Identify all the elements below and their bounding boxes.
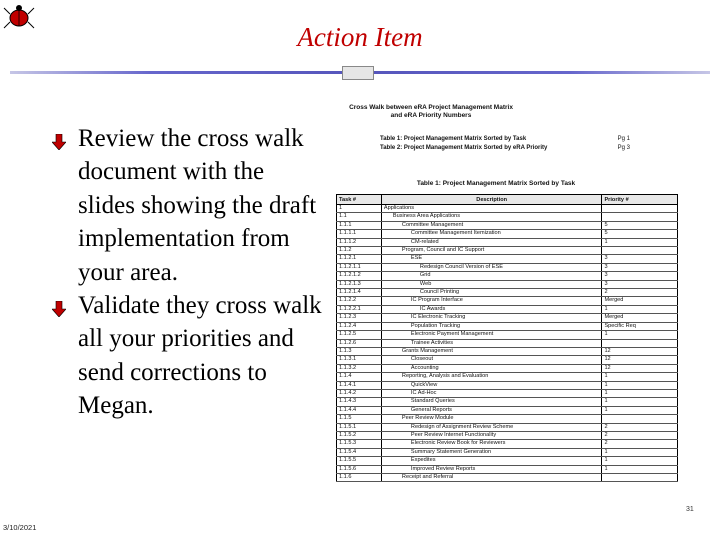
table-row xyxy=(337,314,678,322)
priority-cell: 5 xyxy=(602,221,678,229)
bullet-text: Validate they cross walk all your priorities and send corrections to Megan. xyxy=(78,292,322,420)
priority-cell: Specific Req xyxy=(602,322,678,330)
task-cell: 1.1.3 xyxy=(337,347,382,355)
description-cell: IC Program Interface xyxy=(381,297,602,305)
table-row xyxy=(337,389,678,397)
priority-cell: 1 xyxy=(602,406,678,414)
priority-cell xyxy=(602,415,678,423)
priority-cell: 1 xyxy=(602,398,678,406)
description-cell: Grid xyxy=(381,272,602,280)
table-row xyxy=(337,230,678,238)
task-cell: 1.1.4.1 xyxy=(337,381,382,389)
task-cell: 1.1.1.2 xyxy=(337,238,382,246)
priority-cell: 2 xyxy=(602,289,678,297)
task-cell: 1.1.4.3 xyxy=(337,398,382,406)
table-row xyxy=(337,297,678,305)
description-cell: Improved Review Reports xyxy=(381,465,602,473)
column-header: Task # xyxy=(337,195,382,205)
priority-cell: 1 xyxy=(602,448,678,456)
toc-entry xyxy=(380,136,630,142)
priority-cell: 3 xyxy=(602,263,678,271)
task-cell: 1.1.4 xyxy=(337,373,382,381)
priority-cell xyxy=(602,247,678,255)
slide-title: Action Item xyxy=(297,22,423,52)
task-cell: 1.1.2.1.2 xyxy=(337,272,382,280)
description-cell: Trainee Activities xyxy=(381,339,602,347)
priority-cell: 2 xyxy=(602,423,678,431)
table-row xyxy=(337,272,678,280)
task-cell: 1.1.2.1.1 xyxy=(337,263,382,271)
description-cell: Electronic Payment Management xyxy=(381,331,602,339)
bullet-item xyxy=(52,289,324,423)
task-cell: 1.1.5.2 xyxy=(337,431,382,439)
priority-cell: 5 xyxy=(602,230,678,238)
table-row xyxy=(337,381,678,389)
priority-cell: 1 xyxy=(602,381,678,389)
task-cell: 1.1 xyxy=(337,213,382,221)
toc-entry xyxy=(380,145,630,151)
table-row xyxy=(337,263,678,271)
priority-cell: Merged xyxy=(602,314,678,322)
priority-cell: 3 xyxy=(602,272,678,280)
description-cell: Summary Statement Generation xyxy=(381,448,602,456)
document-heading: Cross Walk between eRA Project Management Matrix xyxy=(349,104,513,111)
priority-cell: 12 xyxy=(602,364,678,372)
table-row xyxy=(337,221,678,229)
description-cell: Committee Management xyxy=(381,221,602,229)
priority-cell: 3 xyxy=(602,280,678,288)
divider-badge-icon xyxy=(342,66,374,80)
description-cell: QuickView xyxy=(381,381,602,389)
task-cell: 1.1.2.3 xyxy=(337,314,382,322)
description-cell: Population Tracking xyxy=(381,322,602,330)
table-row xyxy=(337,448,678,456)
task-cell: 1.1.2.1.4 xyxy=(337,289,382,297)
table-row xyxy=(337,205,678,213)
priority-cell: 1 xyxy=(602,331,678,339)
description-cell: Program, Council and IC Support xyxy=(381,247,602,255)
arrow-bullet-icon xyxy=(52,301,66,317)
description-cell: Accounting xyxy=(381,364,602,372)
task-cell: 1.1.5 xyxy=(337,415,382,423)
task-cell: 1.1.1.1 xyxy=(337,230,382,238)
table-caption: Table 1: Project Management Matrix Sorted by Task xyxy=(416,180,576,187)
table-row xyxy=(337,280,678,288)
table-row xyxy=(337,415,678,423)
description-cell: IC Electronic Tracking xyxy=(381,314,602,322)
table-header-row xyxy=(337,195,678,205)
table-row xyxy=(337,364,678,372)
slide-date: 3/10/2021 xyxy=(3,523,37,532)
description-cell: Business Area Applications xyxy=(381,213,602,221)
toc-page: Pg 3 xyxy=(617,145,630,151)
task-cell: 1.1.2 xyxy=(337,247,382,255)
table-body xyxy=(337,205,678,482)
task-cell: 1.1.2.1 xyxy=(337,255,382,263)
table-row xyxy=(337,339,678,347)
description-cell: Peer Review Module xyxy=(381,415,602,423)
table-row xyxy=(337,431,678,439)
table-row xyxy=(337,247,678,255)
description-cell: Electronic Review Book for Reviewers xyxy=(381,440,602,448)
column-header: Priority # xyxy=(602,195,678,205)
task-cell: 1.1.5.5 xyxy=(337,457,382,465)
toc-page: Pg 1 xyxy=(617,136,630,142)
column-header: Description xyxy=(381,195,602,205)
description-cell: IC Ad-Hoc xyxy=(381,389,602,397)
arrow-bullet-icon xyxy=(52,134,66,150)
bullet-list xyxy=(52,122,324,423)
description-cell: Committee Management Itemization xyxy=(381,230,602,238)
description-cell: Standard Queries xyxy=(381,398,602,406)
priority-cell: 1 xyxy=(602,373,678,381)
description-cell: Grants Management xyxy=(381,347,602,355)
description-cell: Closeout xyxy=(381,356,602,364)
description-cell: Peer Review Internet Functionality xyxy=(381,431,602,439)
task-cell: 1.1.2.4 xyxy=(337,322,382,330)
priority-cell: 12 xyxy=(602,347,678,355)
toc-label: Table 2: Project Management Matrix Sorted by eRA Priority xyxy=(380,145,548,151)
task-cell: 1.1.2.2 xyxy=(337,297,382,305)
priority-cell: 2 xyxy=(602,440,678,448)
description-cell: IC Awards xyxy=(381,305,602,313)
task-cell: 1.1.5.4 xyxy=(337,448,382,456)
description-cell: Web xyxy=(381,280,602,288)
bullet-text: Review the cross walk document with the slides showing the draft implementation from your area. xyxy=(78,125,317,286)
table-row xyxy=(337,356,678,364)
table-row xyxy=(337,238,678,246)
crosswalk-document xyxy=(336,104,680,490)
table-row xyxy=(337,289,678,297)
task-cell: 1.1.2.1.3 xyxy=(337,280,382,288)
task-cell: 1.1.2.2.1 xyxy=(337,305,382,313)
description-cell: Redesign of Assignment Review Scheme xyxy=(381,423,602,431)
priority-cell: 1 xyxy=(602,238,678,246)
table-row xyxy=(337,255,678,263)
table-row xyxy=(337,465,678,473)
priority-cell: 12 xyxy=(602,356,678,364)
description-cell: Council Printing xyxy=(381,289,602,297)
table-row xyxy=(337,457,678,465)
priority-cell xyxy=(602,339,678,347)
task-cell: 1.1.5.6 xyxy=(337,465,382,473)
table-row xyxy=(337,331,678,339)
task-cell: 1.1.4.2 xyxy=(337,389,382,397)
priority-cell: 1 xyxy=(602,389,678,397)
description-cell: Redesign Council Version of ESE xyxy=(381,263,602,271)
table-row xyxy=(337,373,678,381)
task-cell: 1.1.5.3 xyxy=(337,440,382,448)
priority-cell: 1 xyxy=(602,457,678,465)
priority-cell xyxy=(602,474,678,482)
table-row xyxy=(337,347,678,355)
description-cell: Receipt and Referral xyxy=(381,474,602,482)
priority-cell: Merged xyxy=(602,297,678,305)
table-row xyxy=(337,322,678,330)
task-cell: 1.1.3.1 xyxy=(337,356,382,364)
priority-cell: 3 xyxy=(602,255,678,263)
description-cell: General Reports xyxy=(381,406,602,414)
priority-cell: 1 xyxy=(602,305,678,313)
table-row xyxy=(337,213,678,221)
priority-cell: 1 xyxy=(602,465,678,473)
task-cell: 1.1.2.5 xyxy=(337,331,382,339)
description-cell: Applications xyxy=(381,205,602,213)
task-cell: 1.1.6 xyxy=(337,474,382,482)
toc-label: Table 1: Project Management Matrix Sorted by Task xyxy=(380,136,527,142)
table-row xyxy=(337,305,678,313)
description-cell: Expedites xyxy=(381,457,602,465)
table-row xyxy=(337,398,678,406)
page-number: 31 xyxy=(686,506,694,513)
task-cell: 1.1.1 xyxy=(337,221,382,229)
document-subheading: and eRA Priority Numbers xyxy=(390,112,472,119)
table-row xyxy=(337,474,678,482)
priority-cell: 2 xyxy=(602,431,678,439)
matrix-table xyxy=(336,194,678,482)
table-row xyxy=(337,406,678,414)
description-cell: Reporting, Analysis and Evaluation xyxy=(381,373,602,381)
priority-cell xyxy=(602,205,678,213)
priority-cell xyxy=(602,213,678,221)
description-cell: CM-related xyxy=(381,238,602,246)
task-cell: 1.1.2.6 xyxy=(337,339,382,347)
table-row xyxy=(337,440,678,448)
table-row xyxy=(337,423,678,431)
description-cell: ESE xyxy=(381,255,602,263)
task-cell: 1 xyxy=(337,205,382,213)
task-cell: 1.1.5.1 xyxy=(337,423,382,431)
bullet-item xyxy=(52,122,324,289)
task-cell: 1.1.3.2 xyxy=(337,364,382,372)
task-cell: 1.1.4.4 xyxy=(337,406,382,414)
